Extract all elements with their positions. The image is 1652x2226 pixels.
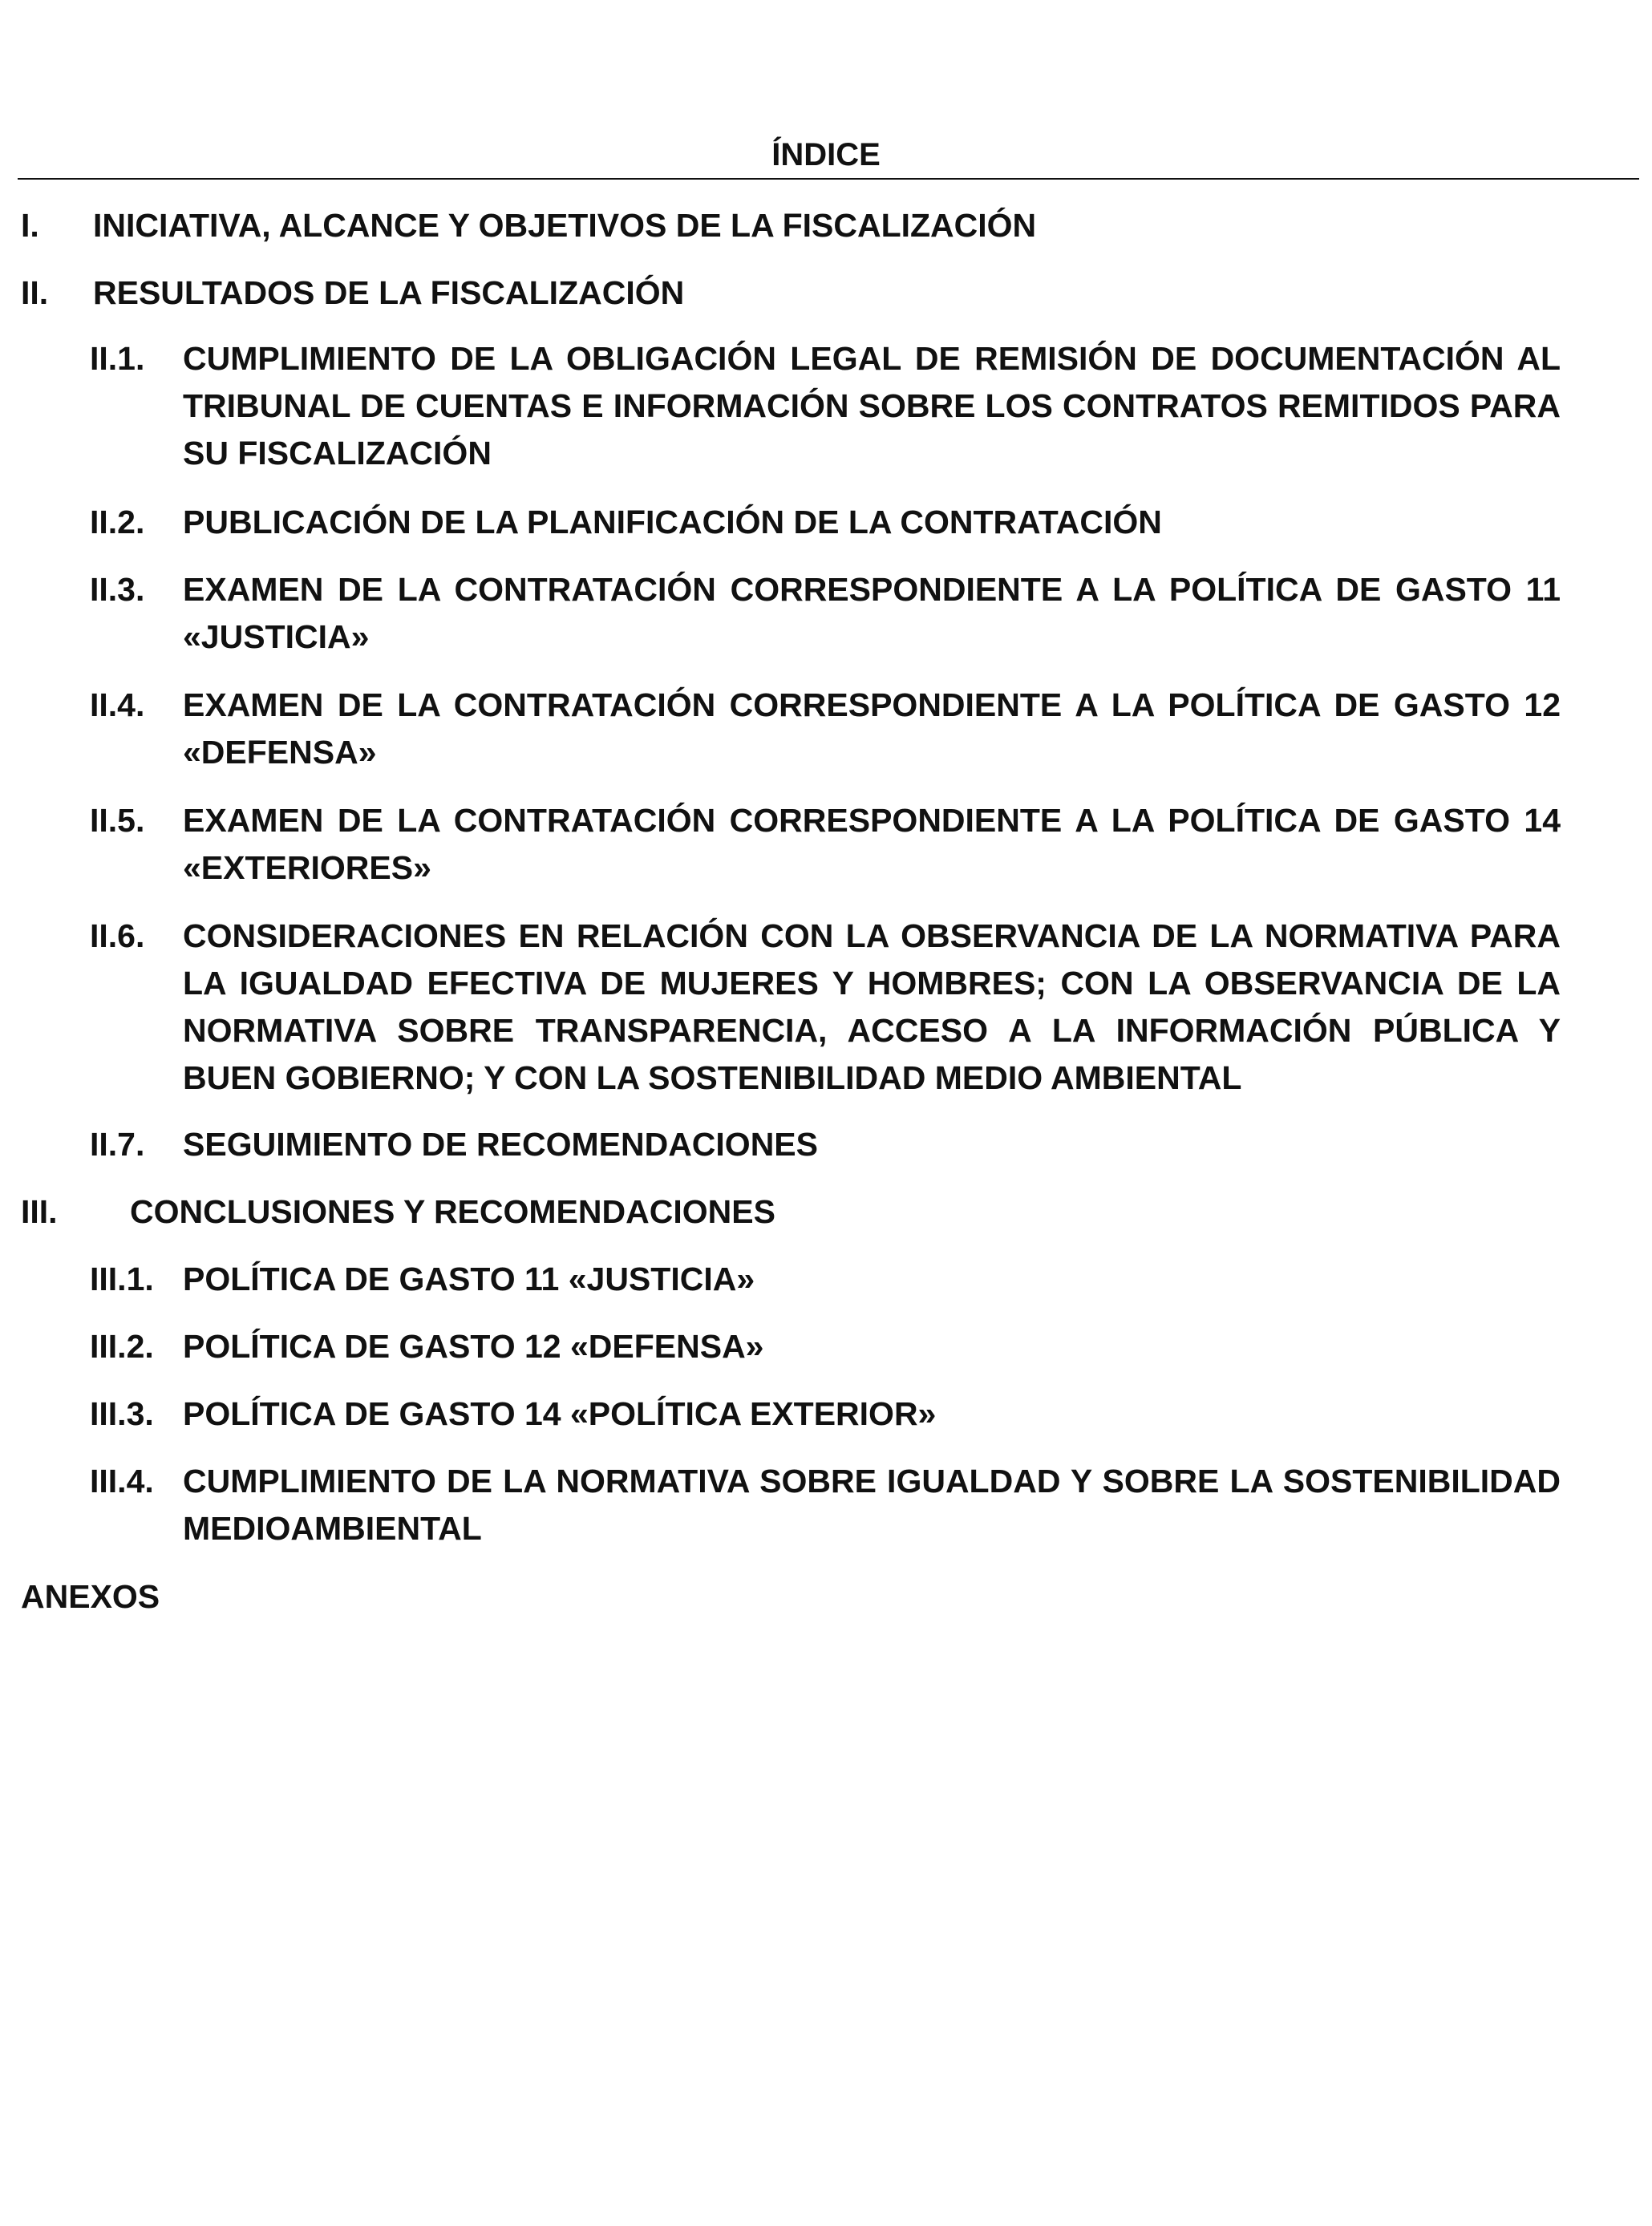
toc-label: EXAMEN DE LA CONTRATACIÓN CORRESPONDIENTE A LA POLÍTICA DE GASTO 14 «EXTERIORES» [183, 802, 1561, 886]
toc-number: III.2. [90, 1328, 154, 1365]
toc-label: EXAMEN DE LA CONTRATACIÓN CORRESPONDIENTE A LA POLÍTICA DE GASTO 12 «DEFENSA» [183, 686, 1561, 771]
toc-entry-iii-1[interactable] [90, 1256, 1562, 1303]
toc-entry-ii-6[interactable] [90, 913, 1562, 1102]
toc-number: II.6. [90, 917, 145, 954]
toc-number: II.3. [90, 571, 145, 608]
toc-entry-iii-2[interactable] [90, 1323, 1562, 1370]
toc-number: III.4. [90, 1463, 154, 1500]
toc-entry-iii-3[interactable] [90, 1390, 1562, 1438]
toc-entry-ii[interactable] [21, 269, 1625, 317]
toc-entry-ii-7[interactable] [90, 1121, 1562, 1168]
toc-number: II.5. [90, 802, 145, 839]
toc-entry-i[interactable] [21, 202, 1625, 249]
toc-entry-ii-2[interactable] [90, 499, 1562, 546]
toc-label: POLÍTICA DE GASTO 14 «POLÍTICA EXTERIOR» [183, 1395, 937, 1432]
toc-number: II. [21, 274, 49, 311]
toc-number: II.7. [90, 1126, 145, 1163]
toc-label: EXAMEN DE LA CONTRATACIÓN CORRESPONDIENTE A LA POLÍTICA DE GASTO 11 «JUSTICIA» [183, 571, 1561, 655]
toc-label: PUBLICACIÓN DE LA PLANIFICACIÓN DE LA CONTRATACIÓN [183, 504, 1162, 540]
toc-entry-ii-3[interactable] [90, 566, 1562, 662]
toc-entry-anexos[interactable] [21, 1573, 1625, 1621]
toc-label: INICIATIVA, ALCANCE Y OBJETIVOS DE LA FISCALIZACIÓN [93, 207, 1037, 244]
toc-number: II.2. [90, 504, 145, 540]
toc-label: CONSIDERACIONES EN RELACIÓN CON LA OBSERVANCIA DE LA NORMATIVA PARA LA IGUALDAD EFECTIVA DE MUJERES Y HOMBRES; CON LA OBSERVANCIA DE LA NORMATIVA SOBRE TRANSPARENCIA, ACCESO A LA INFORMACIÓN PÚBLICA Y BUEN GOBIERNO; Y CON LA SOSTENIBILIDAD MEDIO AMBIENTAL [183, 917, 1561, 1096]
toc-number: II.1. [90, 340, 145, 377]
page-title: ÍNDICE [771, 137, 881, 172]
toc-label: CUMPLIMIENTO DE LA NORMATIVA SOBRE IGUALDAD Y SOBRE LA SOSTENIBILIDAD MEDIOAMBIENTAL [183, 1463, 1561, 1547]
toc-label: POLÍTICA DE GASTO 12 «DEFENSA» [183, 1328, 764, 1365]
toc-label: POLÍTICA DE GASTO 11 «JUSTICIA» [183, 1261, 755, 1297]
toc-label: RESULTADOS DE LA FISCALIZACIÓN [93, 274, 685, 311]
toc-number: III.1. [90, 1261, 154, 1297]
toc-label: CUMPLIMIENTO DE LA OBLIGACIÓN LEGAL DE REMISIÓN DE DOCUMENTACIÓN AL TRIBUNAL DE CUENTAS E INFORMACIÓN SOBRE LOS CONTRATOS REMITIDOS PARA SU FISCALIZACIÓN [183, 340, 1561, 472]
toc-number: I. [21, 207, 39, 244]
toc-number: III.3. [90, 1395, 154, 1432]
toc-entry-ii-5[interactable] [90, 797, 1562, 893]
toc-label: SEGUIMIENTO DE RECOMENDACIONES [183, 1126, 818, 1163]
toc-entry-iii[interactable] [21, 1188, 1625, 1236]
toc-number: II.4. [90, 686, 145, 723]
toc-entry-ii-4[interactable] [90, 682, 1562, 778]
toc-label: CONCLUSIONES Y RECOMENDACIONES [130, 1193, 775, 1230]
toc-number: III. [21, 1193, 58, 1230]
toc-entry-iii-4[interactable] [90, 1458, 1562, 1554]
toc-label: ANEXOS [21, 1578, 160, 1615]
title-underline [18, 178, 1639, 180]
toc-entry-ii-1[interactable] [90, 335, 1562, 480]
